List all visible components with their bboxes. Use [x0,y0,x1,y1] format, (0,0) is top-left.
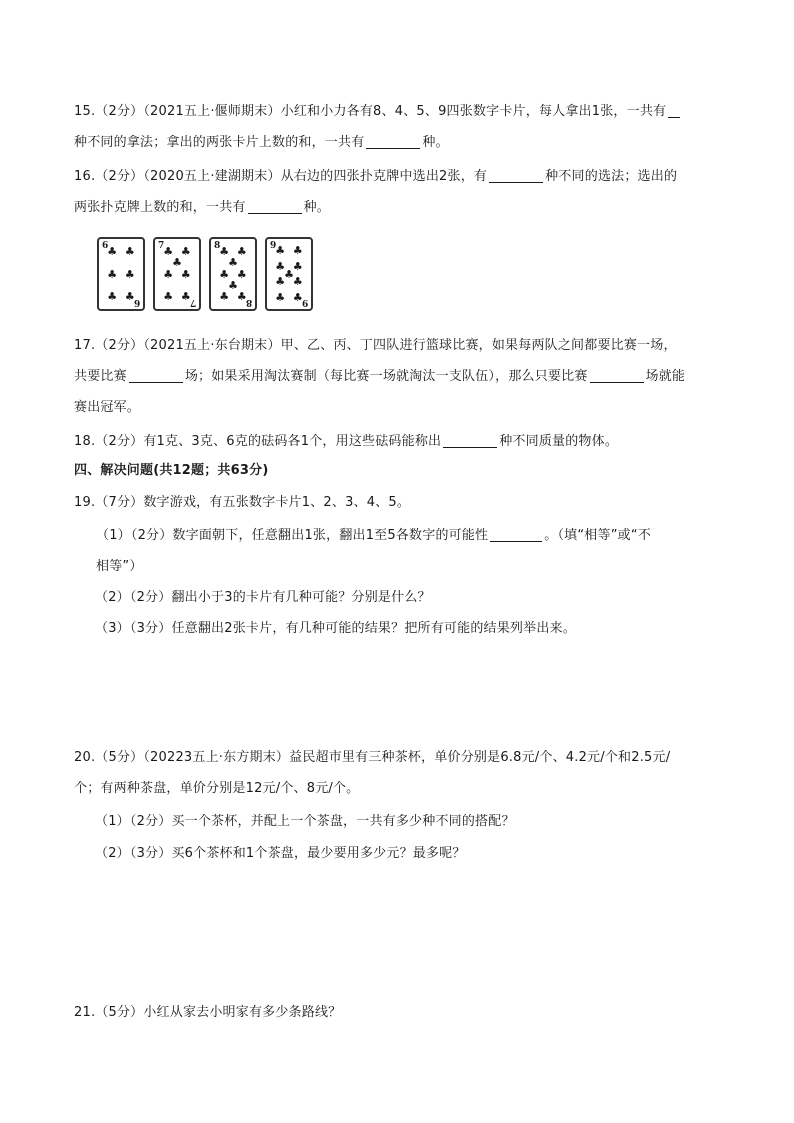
card-rank: 8 [214,241,221,251]
question-20-part-1: （1）（2分）买一个茶杯，并配上一个茶盘，一共有多少种不同的搭配？ [95,814,515,829]
clubs-icon: ♣ [163,289,174,303]
clubs-icon: ♣ [163,245,174,259]
card-rank: 7 [189,297,196,307]
section-title: 四、解决问题(共12题；共63分) [74,463,269,478]
card-rank: 9 [301,297,308,307]
question-18-text: 种不同质量的物体。 [499,434,619,449]
playing-card [265,237,313,311]
clubs-icon: ♣ [180,267,191,281]
card-rank: 9 [270,241,277,251]
question-19-stem: 19.（7分）数字游戏，有五张数字卡片1、2、3、4、5。 [74,495,411,510]
clubs-icon: ♣ [124,245,135,259]
clubs-icon: ♣ [124,289,135,303]
answer-blank[interactable] [489,168,543,183]
question-19-part-1-line-1 [96,527,756,545]
question-16-text: 16.（2分）（2020五上·建湖期末）从右边的四张扑克牌中选出2张，有 [74,169,488,184]
playing-card [153,237,201,311]
clubs-icon: ♣ [236,289,247,303]
clubs-icon: ♣ [180,289,191,303]
question-19-part-3: （3）（3分）任意翻出2张卡片，有几种可能的结果？把所有可能的结果列举出来。 [95,621,576,636]
question-17-text: 场就能 [645,369,686,384]
answer-blank[interactable] [366,134,420,149]
question-15-line-2 [74,134,734,152]
clubs-icon: ♣ [275,259,286,273]
question-16-line-2 [74,199,734,217]
clubs-icon: ♣ [228,278,238,292]
answer-blank[interactable] [248,199,302,214]
clubs-icon: ♣ [284,267,294,281]
clubs-icon: ♣ [292,243,303,257]
clubs-icon: ♣ [124,267,135,281]
clubs-icon: ♣ [219,289,230,303]
clubs-icon: ♣ [107,267,118,281]
clubs-icon: ♣ [275,275,286,289]
clubs-icon: ♣ [292,259,303,273]
clubs-icon: ♣ [172,256,182,270]
question-17-text: 17.（2分）（2021五上·东台期末）甲、乙、丙、丁四队进行篮球比赛，如果每两队之间都要比赛一场， [74,338,677,353]
answer-blank[interactable] [490,527,542,542]
question-15-text: 种。 [422,135,449,150]
question-20-line-2: 个；有两种茶盘，单价分别是12元/个、8元/个。 [74,781,360,796]
question-15-line-1 [74,103,734,121]
clubs-icon: ♣ [228,256,238,270]
clubs-icon: ♣ [180,245,191,259]
question-21-line-1: 21.（5分）小红从家去小明家有多少条路线？ [74,1005,342,1020]
answer-blank[interactable] [668,103,680,118]
question-17-text: 赛出冠军。 [74,400,141,415]
question-15-text: 种不同的拿法；拿出的两张卡片上数的和，一共有 [74,135,365,150]
question-18-text: 18.（2分）有1克、3克、6克的砝码各1个，用这些砝码能称出 [74,434,442,449]
answer-blank[interactable] [443,433,497,448]
question-16-text: 种不同的选法；选出的 [545,169,678,184]
clubs-icon: ♣ [275,291,286,305]
question-17-line-2 [74,368,734,386]
card-rank: 7 [158,241,165,251]
question-17-text: 共要比赛 [74,369,127,384]
question-18-line-1 [74,433,734,451]
question-19-part-2: （2）（2分）翻出小于3的卡片有几种可能？分别是什么？ [95,590,431,605]
question-19-text: （1）（2分）数字面朝下，任意翻出1张，翻出1至5各数字的可能性 [96,528,489,543]
clubs-icon: ♣ [107,245,118,259]
question-19-text: 。（填“相等”或“不 [544,528,651,543]
question-17-text: 场；如果采用淘汰赛制（每比赛一场就淘汰一支队伍），那么只要比赛 [184,369,588,384]
question-20-line-1: 20.（5分）（20223五上·东方期末）益民超市里有三种茶杯，单价分别是6.8元/个、4.2元/个和2.5元/ [74,750,671,765]
question-19-part-1-line-2: 相等”） [96,559,143,574]
answer-blank[interactable] [590,368,644,383]
playing-cards-figure [97,237,317,313]
clubs-icon: ♣ [236,245,247,259]
question-16-line-1 [74,168,734,186]
clubs-icon: ♣ [107,289,118,303]
clubs-icon: ♣ [163,267,174,281]
answer-blank[interactable] [129,368,183,383]
clubs-icon: ♣ [236,267,247,281]
question-20-part-2: （2）（3分）买6个茶杯和1个茶盘，最少要用多少元？最多呢？ [95,846,466,861]
playing-card [209,237,257,311]
card-rank: 6 [133,297,140,307]
clubs-icon: ♣ [219,267,230,281]
question-17-line-3 [74,399,734,417]
question-16-text: 种。 [303,200,331,215]
clubs-icon: ♣ [292,291,303,305]
question-16-text: 两张扑克牌上数的和，一共有 [74,200,246,215]
card-rank: 8 [245,297,252,307]
question-15-text: 15.（2分）（2021五上·偃师期末）小红和小力各有8、4、5、9四张数字卡片，每人拿出1张，一共有 [74,104,667,119]
card-rank: 6 [102,241,109,251]
clubs-icon: ♣ [292,275,303,289]
clubs-icon: ♣ [219,245,230,259]
question-17-line-1 [74,337,734,355]
playing-card [97,237,145,311]
clubs-icon: ♣ [275,243,286,257]
